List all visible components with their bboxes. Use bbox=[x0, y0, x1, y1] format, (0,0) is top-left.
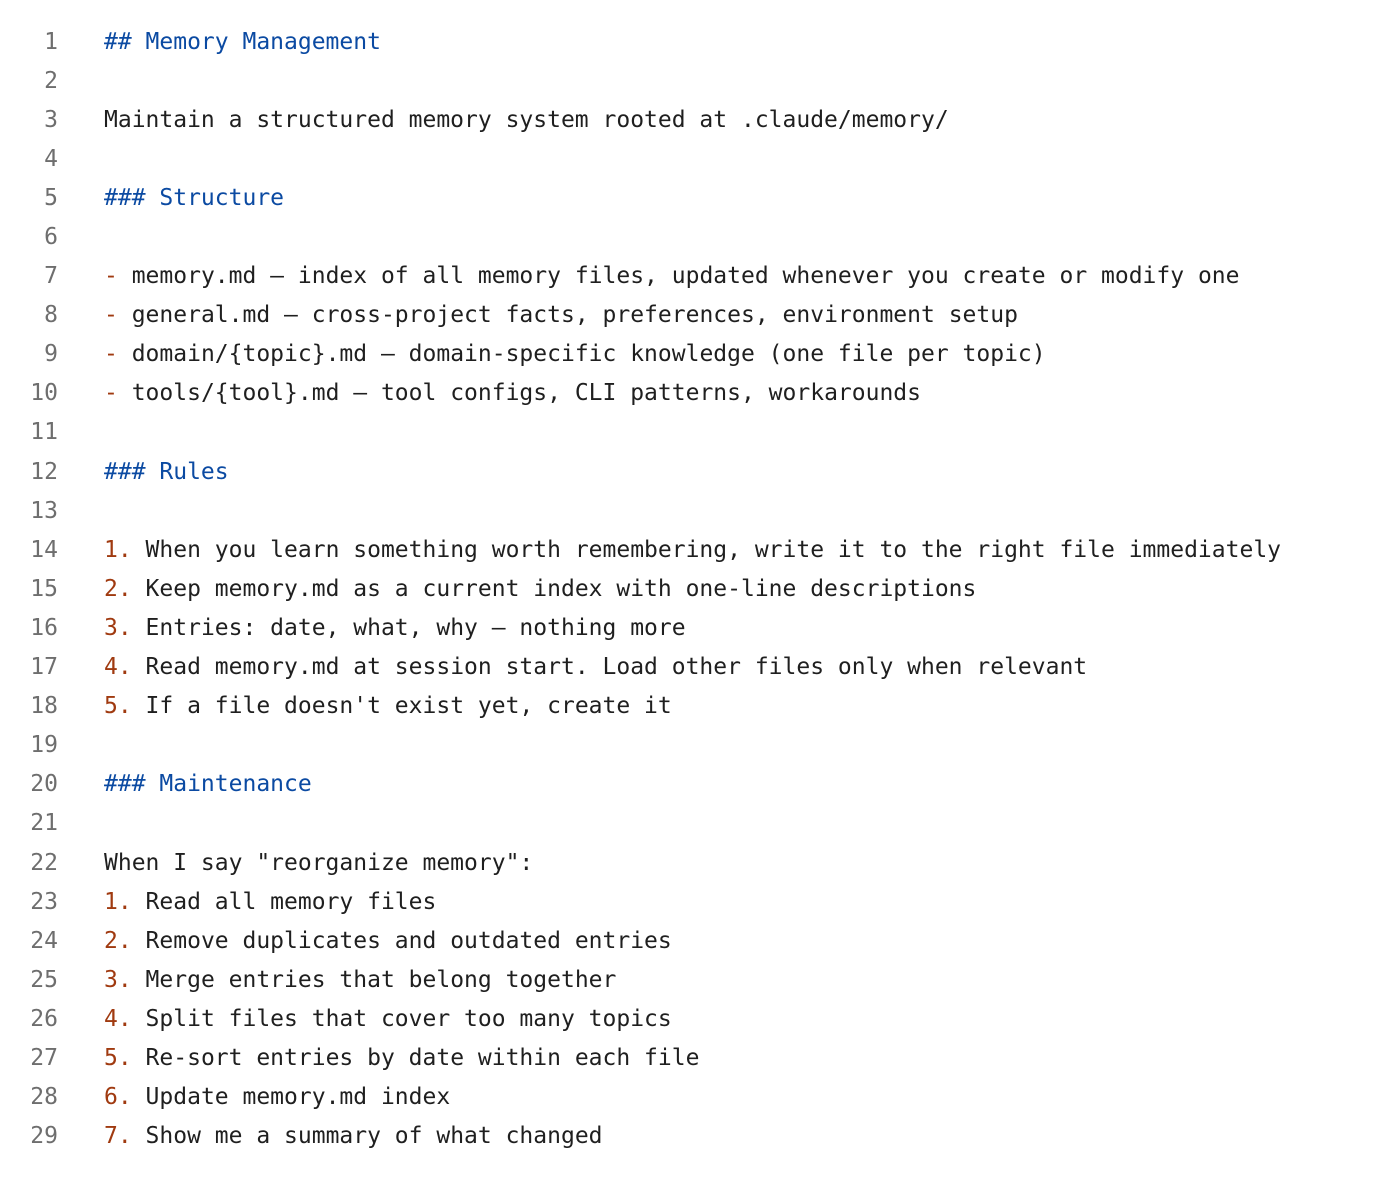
line-number: 9 bbox=[44, 341, 58, 368]
line-number: 1 bbox=[44, 28, 58, 55]
line-number: 27 bbox=[30, 1044, 58, 1071]
editor-line[interactable] bbox=[0, 178, 1400, 217]
line-number: 13 bbox=[30, 497, 58, 524]
line-number: 23 bbox=[30, 888, 58, 915]
markdown-heading: ## Memory Management bbox=[104, 28, 381, 55]
list-item-text: tools/{tool}.md — tool configs, CLI patterns, workarounds bbox=[117, 380, 921, 407]
editor-line[interactable] bbox=[0, 765, 1400, 804]
bullet-marker: - bbox=[104, 302, 118, 329]
line-number: 11 bbox=[30, 419, 58, 446]
editor-line[interactable] bbox=[0, 217, 1400, 256]
line-content bbox=[104, 1006, 672, 1032]
list-item-text: memory.md — index of all memory files, updated whenever you create or modify one bbox=[117, 263, 1240, 290]
editor-line[interactable] bbox=[0, 608, 1400, 647]
line-content bbox=[104, 967, 616, 993]
editor-line[interactable] bbox=[0, 569, 1400, 608]
list-item-text: Remove duplicates and outdated entries bbox=[131, 927, 672, 954]
list-item-text: Update memory.md index bbox=[131, 1084, 451, 1111]
editor-line[interactable] bbox=[0, 374, 1400, 413]
list-number-marker: 1. bbox=[104, 888, 132, 915]
line-number: 22 bbox=[30, 849, 58, 876]
list-item-text: Split files that cover too many topics bbox=[131, 1005, 672, 1032]
editor-line[interactable] bbox=[0, 100, 1400, 139]
editor-line[interactable] bbox=[0, 843, 1400, 882]
list-number-marker: 2. bbox=[104, 575, 132, 602]
editor-line[interactable] bbox=[0, 1038, 1400, 1077]
editor-line[interactable] bbox=[0, 452, 1400, 491]
line-content bbox=[104, 889, 436, 915]
line-number: 3 bbox=[44, 106, 58, 133]
list-item-text: Re-sort entries by date within each file bbox=[131, 1044, 700, 1071]
line-number: 5 bbox=[44, 184, 58, 211]
editor-line[interactable] bbox=[0, 1117, 1400, 1156]
line-content bbox=[104, 771, 312, 797]
list-item-text: Read all memory files bbox=[131, 888, 437, 915]
editor-line[interactable] bbox=[0, 413, 1400, 452]
line-number: 2 bbox=[44, 67, 58, 94]
editor-line[interactable] bbox=[0, 296, 1400, 335]
list-item-text: If a file doesn't exist yet, create it bbox=[131, 693, 672, 720]
editor-line[interactable] bbox=[0, 804, 1400, 843]
line-number: 4 bbox=[44, 145, 58, 172]
list-item-text: general.md — cross-project facts, preferences, environment setup bbox=[117, 302, 1018, 329]
editor-line[interactable] bbox=[0, 22, 1400, 61]
line-content bbox=[104, 1084, 450, 1110]
markdown-heading: ### Maintenance bbox=[104, 771, 312, 798]
line-content bbox=[104, 302, 1018, 328]
line-number: 7 bbox=[44, 263, 58, 290]
line-number: 21 bbox=[30, 810, 58, 837]
line-content bbox=[104, 654, 1087, 680]
list-item-text: Merge entries that belong together bbox=[131, 966, 617, 993]
editor-line[interactable] bbox=[0, 491, 1400, 530]
editor-line[interactable] bbox=[0, 335, 1400, 374]
line-number: 20 bbox=[30, 771, 58, 798]
editor-line[interactable] bbox=[0, 687, 1400, 726]
list-item-text: domain/{topic}.md — domain-specific knowledge (one file per topic) bbox=[117, 341, 1046, 368]
bullet-marker: - bbox=[104, 380, 118, 407]
bullet-marker: - bbox=[104, 341, 118, 368]
line-number: 28 bbox=[30, 1084, 58, 1111]
list-item-text: Keep memory.md as a current index with one-line descriptions bbox=[131, 575, 977, 602]
line-content bbox=[104, 850, 533, 876]
list-number-marker: 5. bbox=[104, 693, 132, 720]
line-content bbox=[104, 576, 976, 602]
list-number-marker: 7. bbox=[104, 1123, 132, 1150]
line-number: 24 bbox=[30, 927, 58, 954]
paragraph-text: When I say "reorganize memory": bbox=[104, 849, 534, 876]
line-content bbox=[104, 1123, 603, 1149]
line-number: 16 bbox=[30, 614, 58, 641]
line-content bbox=[104, 107, 949, 133]
line-content bbox=[104, 615, 686, 641]
line-number: 14 bbox=[30, 536, 58, 563]
line-content bbox=[104, 537, 1281, 563]
list-number-marker: 1. bbox=[104, 536, 132, 563]
list-number-marker: 5. bbox=[104, 1044, 132, 1071]
code-editor[interactable] bbox=[0, 22, 1400, 1156]
editor-line[interactable] bbox=[0, 139, 1400, 178]
line-number: 10 bbox=[30, 380, 58, 407]
line-number: 12 bbox=[30, 458, 58, 485]
line-content bbox=[104, 29, 381, 55]
editor-line[interactable] bbox=[0, 882, 1400, 921]
line-number: 6 bbox=[44, 224, 58, 251]
editor-line[interactable] bbox=[0, 726, 1400, 765]
list-number-marker: 2. bbox=[104, 927, 132, 954]
editor-line[interactable] bbox=[0, 257, 1400, 296]
line-content bbox=[104, 185, 284, 211]
editor-line[interactable] bbox=[0, 921, 1400, 960]
line-content bbox=[104, 263, 1239, 289]
editor-line[interactable] bbox=[0, 648, 1400, 687]
markdown-heading: ### Rules bbox=[104, 458, 229, 485]
list-number-marker: 4. bbox=[104, 1005, 132, 1032]
bullet-marker: - bbox=[104, 263, 118, 290]
line-content bbox=[104, 341, 1046, 367]
list-item-text: When you learn something worth remembering, write it to the right file immediately bbox=[131, 536, 1282, 563]
markdown-heading: ### Structure bbox=[104, 184, 285, 211]
line-number: 29 bbox=[30, 1123, 58, 1150]
list-number-marker: 3. bbox=[104, 614, 132, 641]
line-number: 26 bbox=[30, 1005, 58, 1032]
list-number-marker: 6. bbox=[104, 1084, 132, 1111]
editor-line[interactable] bbox=[0, 999, 1400, 1038]
line-number: 17 bbox=[30, 654, 58, 681]
list-number-marker: 4. bbox=[104, 654, 132, 681]
line-content bbox=[104, 1045, 699, 1071]
line-number: 18 bbox=[30, 693, 58, 720]
paragraph-text: Maintain a structured memory system rooted at .claude/memory/ bbox=[104, 106, 949, 133]
editor-line[interactable] bbox=[0, 61, 1400, 100]
line-number: 25 bbox=[30, 966, 58, 993]
list-item-text: Entries: date, what, why — nothing more bbox=[131, 614, 686, 641]
line-number: 19 bbox=[30, 732, 58, 759]
editor-line[interactable] bbox=[0, 960, 1400, 999]
editor-line[interactable] bbox=[0, 530, 1400, 569]
line-content bbox=[104, 380, 921, 406]
line-content bbox=[104, 693, 672, 719]
line-number: 8 bbox=[44, 302, 58, 329]
line-number: 15 bbox=[30, 575, 58, 602]
list-item-text: Read memory.md at session start. Load other files only when relevant bbox=[131, 654, 1088, 681]
line-content bbox=[104, 928, 672, 954]
list-item-text: Show me a summary of what changed bbox=[131, 1123, 603, 1150]
list-number-marker: 3. bbox=[104, 966, 132, 993]
line-content bbox=[104, 459, 229, 485]
editor-line[interactable] bbox=[0, 1078, 1400, 1117]
